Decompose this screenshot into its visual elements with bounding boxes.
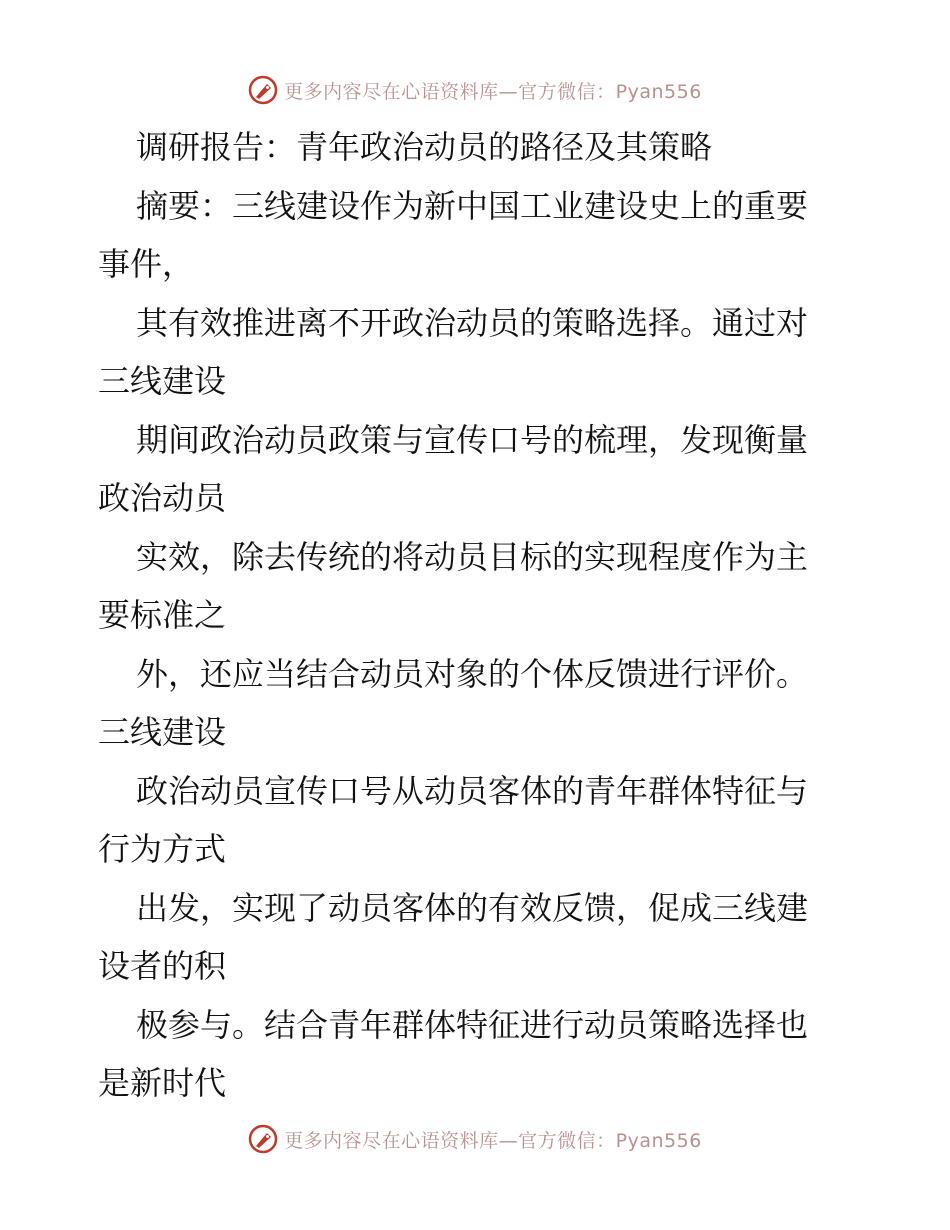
banner-text: 更多内容尽在心语资料库—官方微信：Pyan556 — [284, 1129, 702, 1152]
pen-nib-logo-icon — [248, 75, 278, 105]
document-title: 调研报告：青年政治动员的路径及其策略 — [136, 128, 713, 166]
paragraph-line: 要标准之 — [98, 596, 227, 634]
document-body — [98, 118, 850, 1113]
header-banner — [0, 72, 950, 108]
paragraph-line: 摘要：三线建设作为新中国工业建设史上的重要 — [136, 186, 809, 225]
paragraph-line: 三线建设 — [98, 362, 227, 400]
pen-nib-logo-icon — [248, 1124, 278, 1154]
paragraph-line: 期间政治动员政策与宣传口号的梳理，发现衡量 — [136, 420, 809, 459]
paragraph-line: 三线建设 — [98, 713, 227, 751]
paragraph-line: 实效，除去传统的将动员目标的实现程度作为主 — [136, 537, 809, 576]
paragraph-line: 政治动员宣传口号从动员客体的青年群体特征与 — [136, 771, 809, 810]
paragraph-line: 设者的积 — [98, 947, 227, 985]
paragraph-line: 极参与。结合青年群体特征进行动员策略选择也 — [136, 1005, 809, 1044]
paragraph-line: 是新时代 — [98, 1064, 227, 1102]
paragraph-line: 出发，实现了动员客体的有效反馈，促成三线建 — [136, 888, 809, 927]
banner-text: 更多内容尽在心语资料库—官方微信：Pyan556 — [284, 80, 702, 103]
paragraph-line: 外，还应当结合动员对象的个体反馈进行评价。 — [136, 654, 809, 693]
paragraph-line: 政治动员 — [98, 479, 227, 517]
footer-banner — [0, 1121, 950, 1157]
paragraph-line: 事件， — [98, 245, 195, 283]
paragraph-line: 行为方式 — [98, 830, 227, 868]
paragraph-line: 其有效推进离不开政治动员的策略选择。通过对 — [136, 303, 809, 342]
